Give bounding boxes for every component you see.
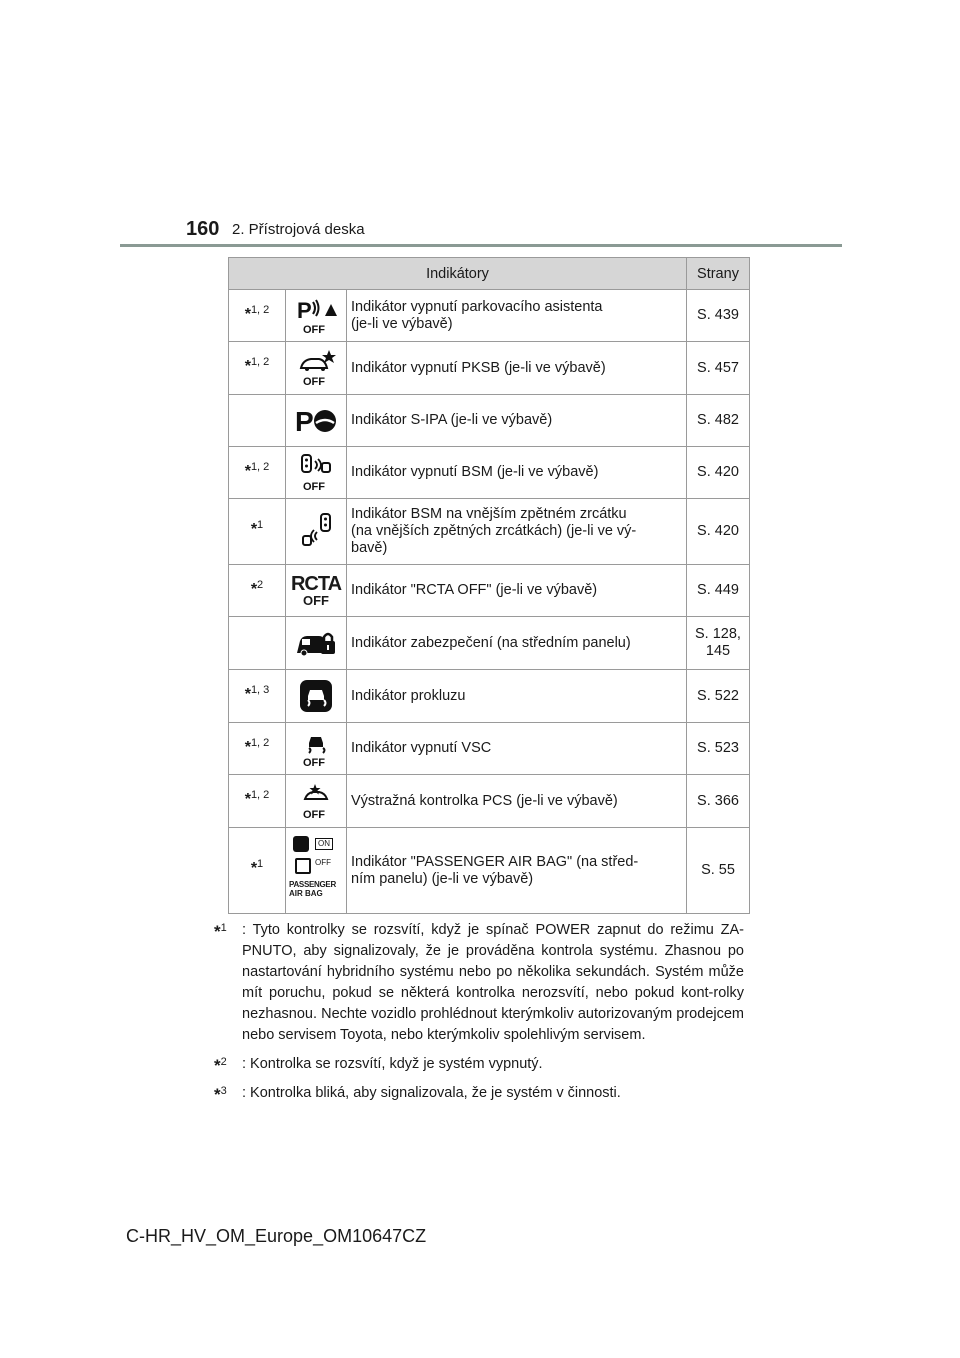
row-mark: *$^{1, 2}$ (229, 342, 286, 395)
airbag-seat-off-icon (295, 858, 311, 874)
security-lock-icon (286, 617, 347, 670)
svg-text:OFF: OFF (303, 756, 325, 769)
pcs-warning-icon (286, 775, 347, 828)
row-description: Indikátor "PASSENGER AIR BAG" (na střed- ním panelu) (je-li ve výbavě) (347, 828, 687, 914)
rcta-icon-text: RCTA (290, 573, 342, 595)
row-description: Indikátor "RCTA OFF" (je-li ve výbavě) (347, 565, 687, 617)
row-mark: *$^{1, 2}$ (229, 447, 286, 499)
parking-assist-off-icon (286, 290, 347, 342)
row-page-ref: S. 523 (687, 723, 750, 775)
svg-text:OFF: OFF (303, 323, 325, 336)
airbag-airbag-label: AIR BAG (289, 888, 323, 898)
slip-indicator-icon (286, 670, 347, 723)
table-row (229, 775, 750, 828)
row-mark: *$^1$ (229, 828, 286, 914)
row-page-ref: S. 457 (687, 342, 750, 395)
row-page-ref: S. 366 (687, 775, 750, 828)
row-description: Indikátor prokluzu (347, 670, 687, 723)
airbag-off-label: OFF (315, 857, 331, 867)
airbag-passenger-label: PASSENGER (289, 879, 336, 889)
row-page-ref: S. 439 (687, 290, 750, 342)
row-description: Indikátor vypnutí VSC (347, 723, 687, 775)
table-row (229, 565, 750, 617)
row-mark: *$^1$ (229, 499, 286, 565)
indicator-table (228, 257, 750, 914)
table-row (229, 617, 750, 670)
section-title: 2. Přístrojová deska (232, 221, 365, 238)
vsc-off-icon (286, 723, 347, 775)
table-row (229, 395, 750, 447)
table-row (229, 342, 750, 395)
footnote-2: *$^2$ : Kontrolka se rozsvítí, když je systém vypnutý. (214, 1055, 543, 1075)
row-description: Indikátor zabezpečení (na středním panelu) (347, 617, 687, 670)
row-mark (229, 395, 286, 447)
table-row (229, 670, 750, 723)
row-mark: *$^{1, 2}$ (229, 723, 286, 775)
svg-text:OFF: OFF (303, 376, 325, 388)
table-row (229, 828, 750, 914)
s-ipa-icon (286, 395, 347, 447)
footnotes (214, 920, 744, 1112)
table-row (229, 499, 750, 565)
airbag-on-badge: ON (315, 838, 333, 850)
column-header-indicators: Indikátory (229, 258, 687, 290)
page-number: 160 (186, 218, 220, 240)
row-description: Indikátor vypnutí PKSB (je-li ve výbavě) (347, 342, 687, 395)
document-code: C-HR_HV_OM_Europe_OM10647CZ (126, 1226, 427, 1246)
airbag-seat-icon (293, 836, 309, 852)
pksb-off-icon (286, 342, 347, 395)
footnote-1: *$^1$ : Tyto kontrolky se rozsvítí, když je spínač POWER zapnut do režimu ZA-PNUTO, aby signalizovaly, že je prováděna kontrola systému. Zhasnou po nastartování hybridního systému nebo po několika sekundách. Systém může mít poruchu, pokud se některá kontrolka nerozsvítí, nebo pokud kont-rolky nezhasnou. Nechte vozidlo prohlédnout kterýmkoliv autorizovaným prodejcem nebo servisem Toyota, nebo kterýmkoliv spolehlivým servisem. (214, 921, 744, 1043)
column-header-pages: Strany (687, 258, 750, 290)
row-page-ref: S. 128, 145 (687, 617, 750, 670)
row-mark: *$^{1, 2}$ (229, 775, 286, 828)
rcta-off-icon (286, 565, 347, 617)
bsm-off-icon (286, 447, 347, 499)
svg-text:P: P (295, 405, 314, 437)
row-page-ref: S. 420 (687, 447, 750, 499)
header-rule (120, 244, 842, 247)
table-header-row (229, 258, 750, 290)
rcta-icon-off-text: OFF (303, 593, 329, 608)
row-page-ref: S. 482 (687, 395, 750, 447)
row-description: Indikátor vypnutí parkovacího asistenta (je-li ve výbavě) (347, 290, 687, 342)
row-description: Výstražná kontrolka PCS (je-li ve výbavě) (347, 775, 687, 828)
row-description: Indikátor BSM na vnějším zpětném zrcátku (na vnějších zpětných zrcátkách) (je-li ve vý- bavě) (347, 499, 687, 565)
row-mark: *$^{1, 2}$ (229, 290, 286, 342)
row-mark: *$^{1, 3}$ (229, 670, 286, 723)
svg-text:OFF: OFF (303, 480, 325, 493)
passenger-airbag-icon (286, 828, 347, 914)
table-row (229, 447, 750, 499)
row-page-ref: S. 55 (687, 828, 750, 914)
table-row (229, 723, 750, 775)
row-page-ref: S. 449 (687, 565, 750, 617)
row-page-ref: S. 420 (687, 499, 750, 565)
row-mark: *$^2$ (229, 565, 286, 617)
row-description: Indikátor vypnutí BSM (je-li ve výbavě) (347, 447, 687, 499)
bsm-mirror-icon (286, 499, 347, 565)
svg-text:OFF: OFF (303, 809, 325, 821)
svg-text:P: P (297, 297, 312, 323)
table-row (229, 290, 750, 342)
row-page-ref: S. 522 (687, 670, 750, 723)
row-description: Indikátor S-IPA (je-li ve výbavě) (347, 395, 687, 447)
footnote-3: *$^3$ : Kontrolka bliká, aby signalizovala, že je systém v činnosti. (214, 1084, 621, 1104)
row-mark (229, 617, 286, 670)
